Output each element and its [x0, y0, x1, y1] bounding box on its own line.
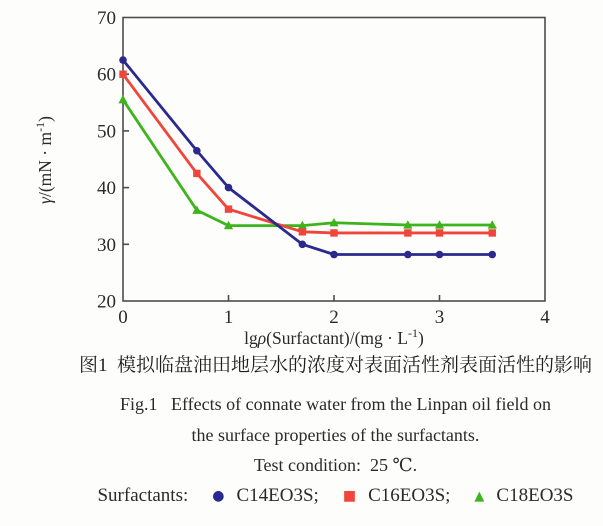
svg-text:3: 3	[434, 307, 445, 328]
caption-english-line1: Fig.1 Effects of connate water from the Linpan oil field on	[119, 394, 552, 414]
svg-text:4: 4	[540, 307, 550, 328]
triangle-marker-icon: ▲	[474, 489, 485, 504]
legend-title: Surfactants:	[97, 485, 189, 506]
svg-text:50: 50	[97, 121, 116, 143]
legend	[68, 484, 603, 509]
test-condition: Test condition: 25 ℃.	[253, 455, 418, 475]
legend-label-C18EO3S: C18EO3S	[496, 485, 574, 506]
svg-text:30: 30	[97, 234, 116, 256]
circle-marker-icon: ●	[212, 488, 225, 504]
legend-label-C14EO3S: C14EO3S;	[236, 485, 319, 506]
svg-text:2: 2	[329, 307, 339, 328]
x-axis	[118, 295, 550, 328]
svg-text:20: 20	[97, 291, 116, 313]
svg-text:70: 70	[97, 8, 116, 29]
svg-text:60: 60	[97, 64, 116, 86]
series-C16EO3S	[119, 71, 496, 237]
x-axis-title: lgρ(Surfactant)/(mg · $L^{-1}$)	[244, 326, 424, 348]
series-C18EO3S	[118, 95, 496, 229]
y-axis-title: $\gamma/(mN \cdot m^{-1})$	[33, 116, 55, 204]
square-marker-icon: ■	[342, 488, 357, 504]
svg-text:1: 1	[223, 307, 234, 328]
caption-chinese: 图1 模拟临盘油田地层水的浓度对表面活性剂表面活性的影响	[78, 355, 592, 376]
legend-label-C16EO3S: C16EO3S;	[368, 485, 451, 506]
caption-english-line2: the surface properties of the surfactants.	[191, 425, 480, 445]
y-axis	[97, 8, 129, 313]
figure-captions	[0, 354, 603, 509]
svg-text:0: 0	[118, 307, 128, 328]
svg-text:40: 40	[97, 178, 116, 200]
